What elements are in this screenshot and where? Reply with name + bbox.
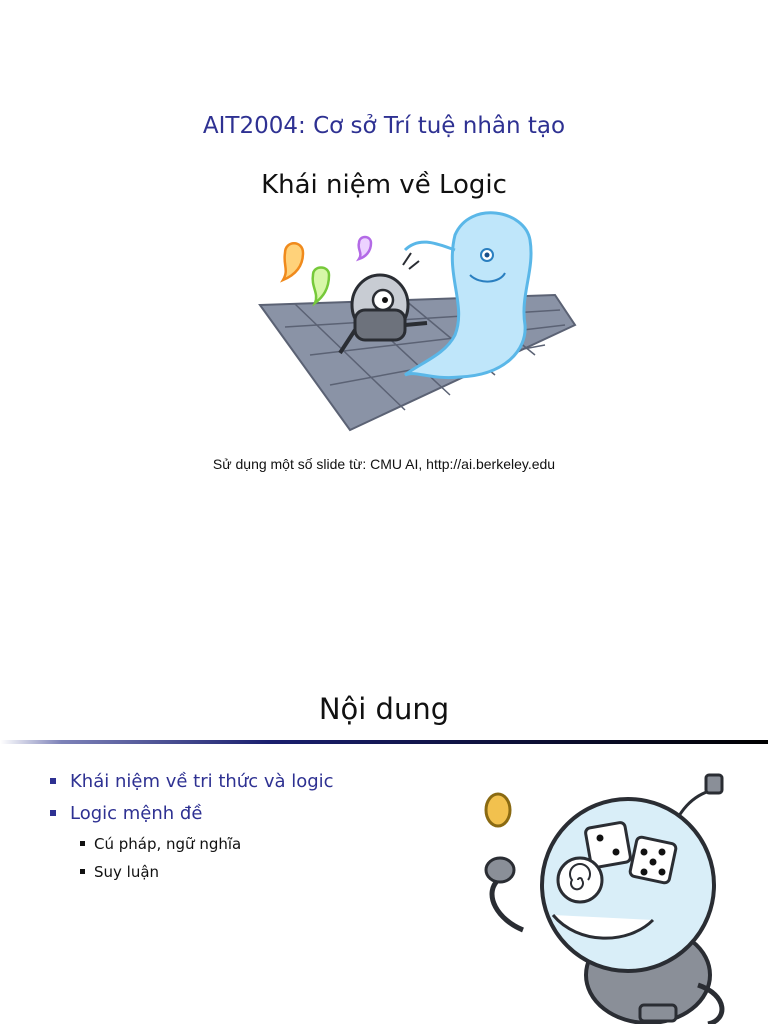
- square-bullet-icon: [80, 869, 85, 874]
- robot-coin-dice-icon: [468, 770, 768, 1024]
- sub-list-item-label: Cú pháp, ngữ nghĩa: [94, 835, 242, 853]
- contents-list: [50, 766, 334, 886]
- course-title: AIT2004: Cơ sở Trí tuệ nhân tạo: [202, 113, 566, 139]
- lecture-title: Khái niệm về Logic: [261, 170, 507, 200]
- source-credit: Sử dụng một số slide từ: CMU AI, http://ai.berkeley.edu: [212, 456, 556, 472]
- list-item-label: Logic mệnh đề: [70, 803, 203, 824]
- sub-list-item-label: Suy luận: [94, 863, 160, 881]
- contents-slide: [0, 640, 768, 1024]
- square-bullet-icon: [80, 841, 85, 846]
- square-bullet-icon: [50, 778, 56, 784]
- list-item-label: Khái niệm về tri thức và logic: [70, 771, 334, 792]
- list-item: [50, 766, 334, 798]
- robot-ghosts-grid-icon: [255, 205, 590, 435]
- sub-list: [70, 830, 334, 886]
- contents-title: Nội dung: [318, 692, 450, 726]
- list-item: [50, 798, 334, 886]
- title-divider: [0, 740, 768, 744]
- sub-list-item: [80, 858, 334, 886]
- sub-list-item: [80, 830, 334, 858]
- square-bullet-icon: [50, 810, 56, 816]
